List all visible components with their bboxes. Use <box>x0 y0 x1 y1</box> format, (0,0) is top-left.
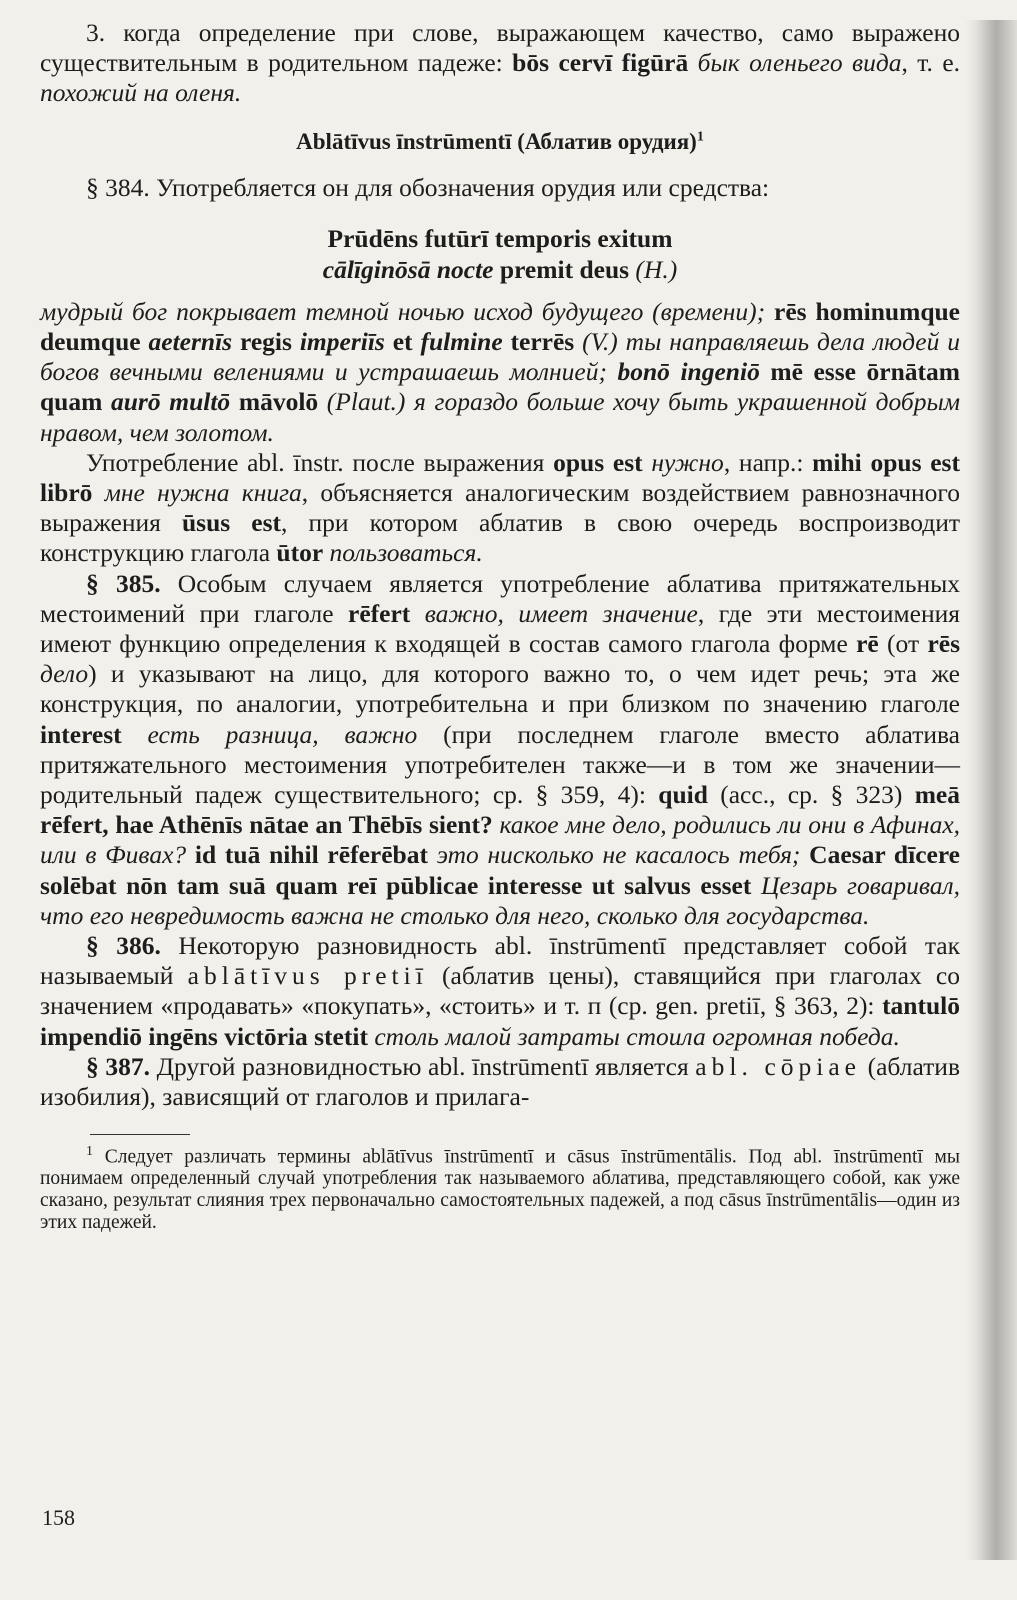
intro-paragraph: 3. когда определение при слове, выражающем качество, само выражено существительным в родительном падеже: bōs cervī figūrā бык оленьего вида, т. е. похожий на оленя. <box>40 18 961 108</box>
page-edge-shadow <box>965 20 1017 1560</box>
paragraph-387: § 387. Другой разновидностью abl. īnstrūmentī является abl. cōpiae (аблатив изобилия), зависящий от глаголов и прилага- <box>40 1051 960 1112</box>
verse-line-1: Prūdēns futūrī temporis exitum <box>327 223 673 253</box>
verse-quote <box>40 223 960 285</box>
opus-paragraph: Употребление abl. īnstr. после выражения opus est нужно, напр.: mihi opus est librō мне нужна книга, объясняется аналогическим воздействием равнозначного выражения ūsus est, при котором аблатив в свою очередь воспроизводит конструкцию глагола ūtor пользоваться. <box>40 447 960 568</box>
verse-line-2: cālīginōsā nocte premit deus (H.) <box>322 254 678 284</box>
footnote: $^1$ Следует различать термины ablātīvus īnstrūmentī и cāsus īnstrūmentālis. Под abl. īnstrūmentī мы понимаем определенный случай употребления так называемого аблатива, представляющего собой, как уже сказано, результат слияния трех первоначально самостоятельных падежей, а под cāsus īnstrūmentālis—один из этих падежей. <box>40 1144 960 1233</box>
footnote-ref: 1 <box>696 128 704 144</box>
paragraph-384: § 384. Употребляется он для обозначения орудия или средства: <box>86 172 770 202</box>
page-number: 158 <box>42 1505 75 1530</box>
paragraph-385: § 385. Особым случаем является употребление аблатива притяжательных местоимений при глаголе rēfert важно, имеет значение, где эти местоимения имеют функцию определения к входящей в состав самого глагола форме rē (от rēs дело) и указывают на лицо, для которого важно то, о чем идет речь; эта же конструкция, по аналогии, употребительна и при близком по значению глаголе interest есть разница, важно (при последнем глаголе вместо аблатива притяжательного местоимения употребителен также—и в том же значении—родительный падеж существительного; ср. § 359, 4): quid (acc., ср. § 323) meā rēfert, hae Athēnīs nātae an Thēbīs sient? какое мне дело, родились ли они в Афинах, или в Фивах? id tuā nihil rēferēbat это нисколько не касалось тебя; Caesar dīcere solēbat nōn tam suā quam reī pūblicae interesse ut salvus esset Цезарь говаривал, что его невредимость важна не столько для него, сколько для государства. <box>40 568 961 930</box>
examples-paragraph: мудрый бог покрывает темной ночью исход будущего (времени); rēs hominumque deumque aeternīs regis imperiīs et fulmine terrēs (V.) ты направляешь дела людей и богов вечными велениями и устрашаешь молнией; bonō ingeniō mē esse ōrnātam quam aurō multō māvolō (Plaut.) я гораздо больше хочу быть украшенной добрым нравом, чем золотом. <box>40 296 961 447</box>
section-heading: Ablātīvus īnstrūmentī (Аблатив орудия)$^1$ <box>296 128 704 154</box>
paragraph-386: § 386. Некоторую разновидность abl. īnstrūmentī представляет собой так называемый ablātīvus pretiī (аблатив цены), ставящийся при глаголах со значением «продавать» «покупать», «стоить» и т. п (ср. gen. pretiī, § 363, 2): tantulō impendiō ingēns victōria stetit столь малой затраты стоила огромная победа. <box>40 931 961 1051</box>
book-page <box>40 18 960 1233</box>
footnote-divider <box>90 1134 190 1135</box>
